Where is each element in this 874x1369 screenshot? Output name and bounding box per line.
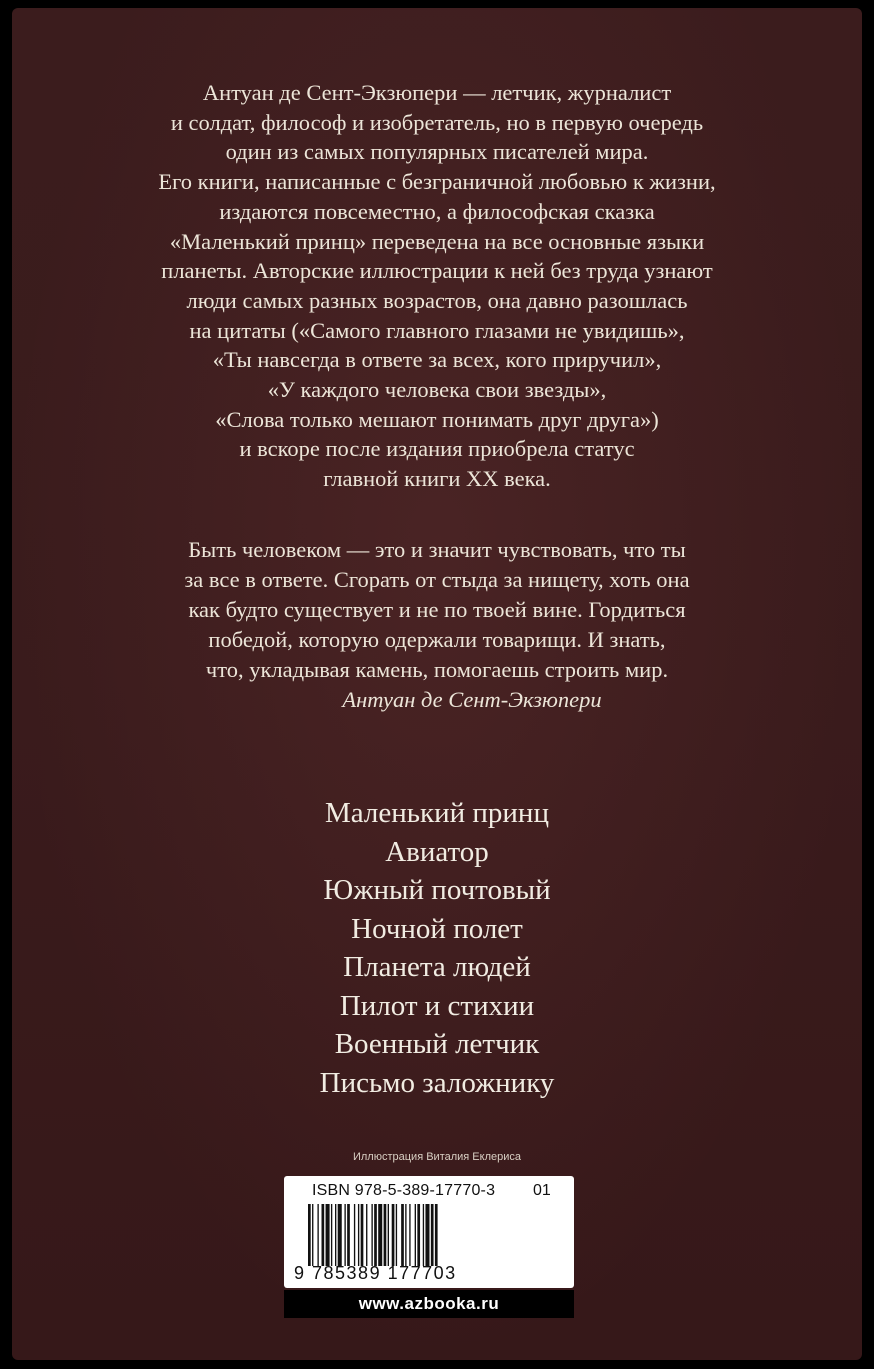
blurb-line: «Слова только мешают понимать друг друга») — [215, 406, 659, 432]
work-title: Планета людей — [343, 951, 531, 983]
barcode-digits: 9 785389 177703 — [294, 1263, 457, 1283]
author-blurb — [12, 78, 862, 494]
quote-line: что, укладывая камень, помогаешь строить мир. — [205, 657, 669, 682]
book-back-cover — [12, 8, 862, 1360]
barcode-bars — [306, 1204, 554, 1266]
work-title: Южный почтовый — [323, 874, 551, 906]
work-title: Военный летчик — [334, 1028, 540, 1060]
isbn-label: ISBN 978-5-389-17770-3 — [312, 1182, 496, 1199]
quote-line: Быть человеком — это и значит чувствовать, что ты — [188, 537, 686, 562]
blurb-line: и вскоре после издания приобрела статус — [239, 436, 635, 462]
publisher-website: www.azbooka.ru — [284, 1290, 574, 1318]
blurb-line: «Ты навсегда в ответе за всех, кого приручил», — [212, 347, 662, 373]
quote-author: Антуан де Сент-Экзюпери — [342, 687, 602, 712]
blurb-line: люди самых разных возрастов, она давно разошлась — [186, 287, 688, 313]
quote-line: как будто существует и не по твоей вине. Гордиться — [188, 597, 686, 622]
quote-line: победой, которую одержали товарищи. И знать, — [208, 627, 666, 652]
work-title: Письмо заложнику — [319, 1066, 555, 1099]
work-title: Пилот и стихии — [339, 989, 535, 1022]
blurb-line: главной книги XX века. — [323, 466, 551, 492]
blurb-line: Его книги, написанные с безграничной любовью к жизни, — [158, 169, 716, 195]
blurb-line: и солдат, философ и изобретатель, но в первую очередь — [170, 109, 704, 135]
blurb-line: «У каждого человека свои звезды», — [267, 377, 607, 403]
blurb-line: один из самых популярных писателей мира. — [225, 139, 649, 165]
illustration-credit: Иллюстрация Виталия Еклериса — [352, 1151, 521, 1163]
blurb-line: «Маленький принц» переведена на все основные языки — [169, 228, 705, 254]
quote-line: за все в ответе. Сгорать от стыда за нищету, хоть она — [184, 567, 690, 592]
blurb-line: планеты. Авторские иллюстрации к ней без труда узнают — [161, 258, 713, 284]
blurb-line: Антуан де Сент-Экзюпери — летчик, журналист — [202, 80, 672, 105]
work-title: Ночной полет — [351, 912, 523, 945]
work-title: Авиатор — [385, 835, 489, 868]
works-list — [12, 794, 862, 1102]
isbn-addon: 01 — [533, 1182, 551, 1199]
work-title: Маленький принц — [325, 797, 549, 829]
epigraph-quote — [12, 535, 862, 715]
blurb-line: издаются повсеместно, а философская сказка — [219, 198, 655, 224]
barcode-box — [284, 1176, 574, 1288]
blurb-line: на цитаты («Самого главного глазами не увидишь», — [189, 317, 685, 343]
